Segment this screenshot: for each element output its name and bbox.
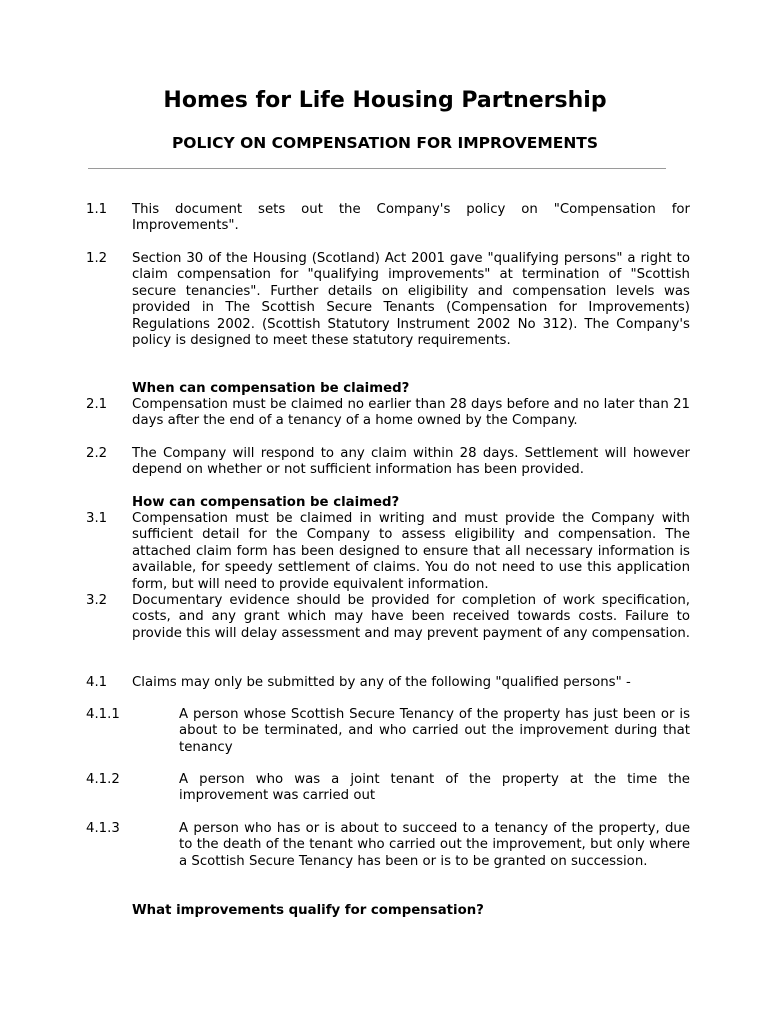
section-number: 4.1 bbox=[86, 675, 108, 690]
subsection-paragraph: A person whose Scottish Secure Tenancy of the property has just been or is about to be terminated, and who carried out the improvement during that tenancy bbox=[179, 707, 690, 755]
section-number: 2.1 bbox=[86, 397, 108, 412]
section-number: 2.2 bbox=[86, 446, 108, 461]
section-number: 1.1 bbox=[86, 202, 108, 217]
section-paragraph: This document sets out the Company's policy on "Compensation for Improvements". bbox=[132, 202, 690, 234]
section-paragraph: Documentary evidence should be provided for completion of work specification, costs, and any grant which may have been received towards costs. Failure to provide this will delay assessment and may prevent payment of any compensation. bbox=[132, 593, 690, 641]
section-paragraph: The Company will respond to any claim within 28 days. Settlement will however depend on whether or not sufficient information has been provided. bbox=[132, 446, 690, 478]
section-paragraph: Claims may only be submitted by any of the following "qualified persons" - bbox=[132, 675, 631, 690]
section-number: 1.2 bbox=[86, 251, 108, 266]
section-heading: When can compensation be claimed? bbox=[132, 381, 410, 396]
section-number: 4.1.3 bbox=[86, 821, 120, 836]
section-paragraph: Section 30 of the Housing (Scotland) Act 2001 gave "qualifying persons" a right to claim compensation for "qualifying improvements" at termination of "Scottish secure tenancies". Further details on eligibility and compensation levels was provided in The Scottish Secure Tenants (Compensation for Improvements) Regulations 2002. (Scottish Statutory Instrument 2002 No 312). The Company's policy is designed to meet these statutory requirements. bbox=[132, 251, 690, 349]
subsection-paragraph: A person who was a joint tenant of the property at the time the improvement was carried out bbox=[179, 772, 690, 804]
section-number: 3.2 bbox=[86, 593, 108, 608]
document-subtitle: POLICY ON COMPENSATION FOR IMPROVEMENTS bbox=[171, 134, 599, 152]
section-paragraph: Compensation must be claimed no earlier than 28 days before and no later than 21 days after the end of a tenancy of a home owned by the Company. bbox=[132, 397, 690, 429]
document-title: Homes for Life Housing Partnership bbox=[163, 88, 607, 113]
section-heading: How can compensation be claimed? bbox=[132, 495, 400, 510]
subsection-paragraph: A person who has or is about to succeed to a tenancy of the property, due to the death of the tenant who carried out the improvement, but only where a Scottish Secure Tenancy has been or is to be granted on succession. bbox=[179, 821, 690, 869]
section-number: 3.1 bbox=[86, 511, 108, 526]
title-divider bbox=[88, 168, 666, 169]
section-number: 4.1.1 bbox=[86, 707, 120, 722]
section-paragraph: Compensation must be claimed in writing and must provide the Company with sufficient detail for the Company to assess eligibility and compensation. The attached claim form has been designed to ensure that all necessary information is available, for speedy settlement of claims. You do not need to use this application form, but will need to provide equivalent information. bbox=[132, 511, 690, 592]
section-number: 4.1.2 bbox=[86, 772, 120, 787]
section-heading: What improvements qualify for compensation? bbox=[132, 903, 484, 918]
